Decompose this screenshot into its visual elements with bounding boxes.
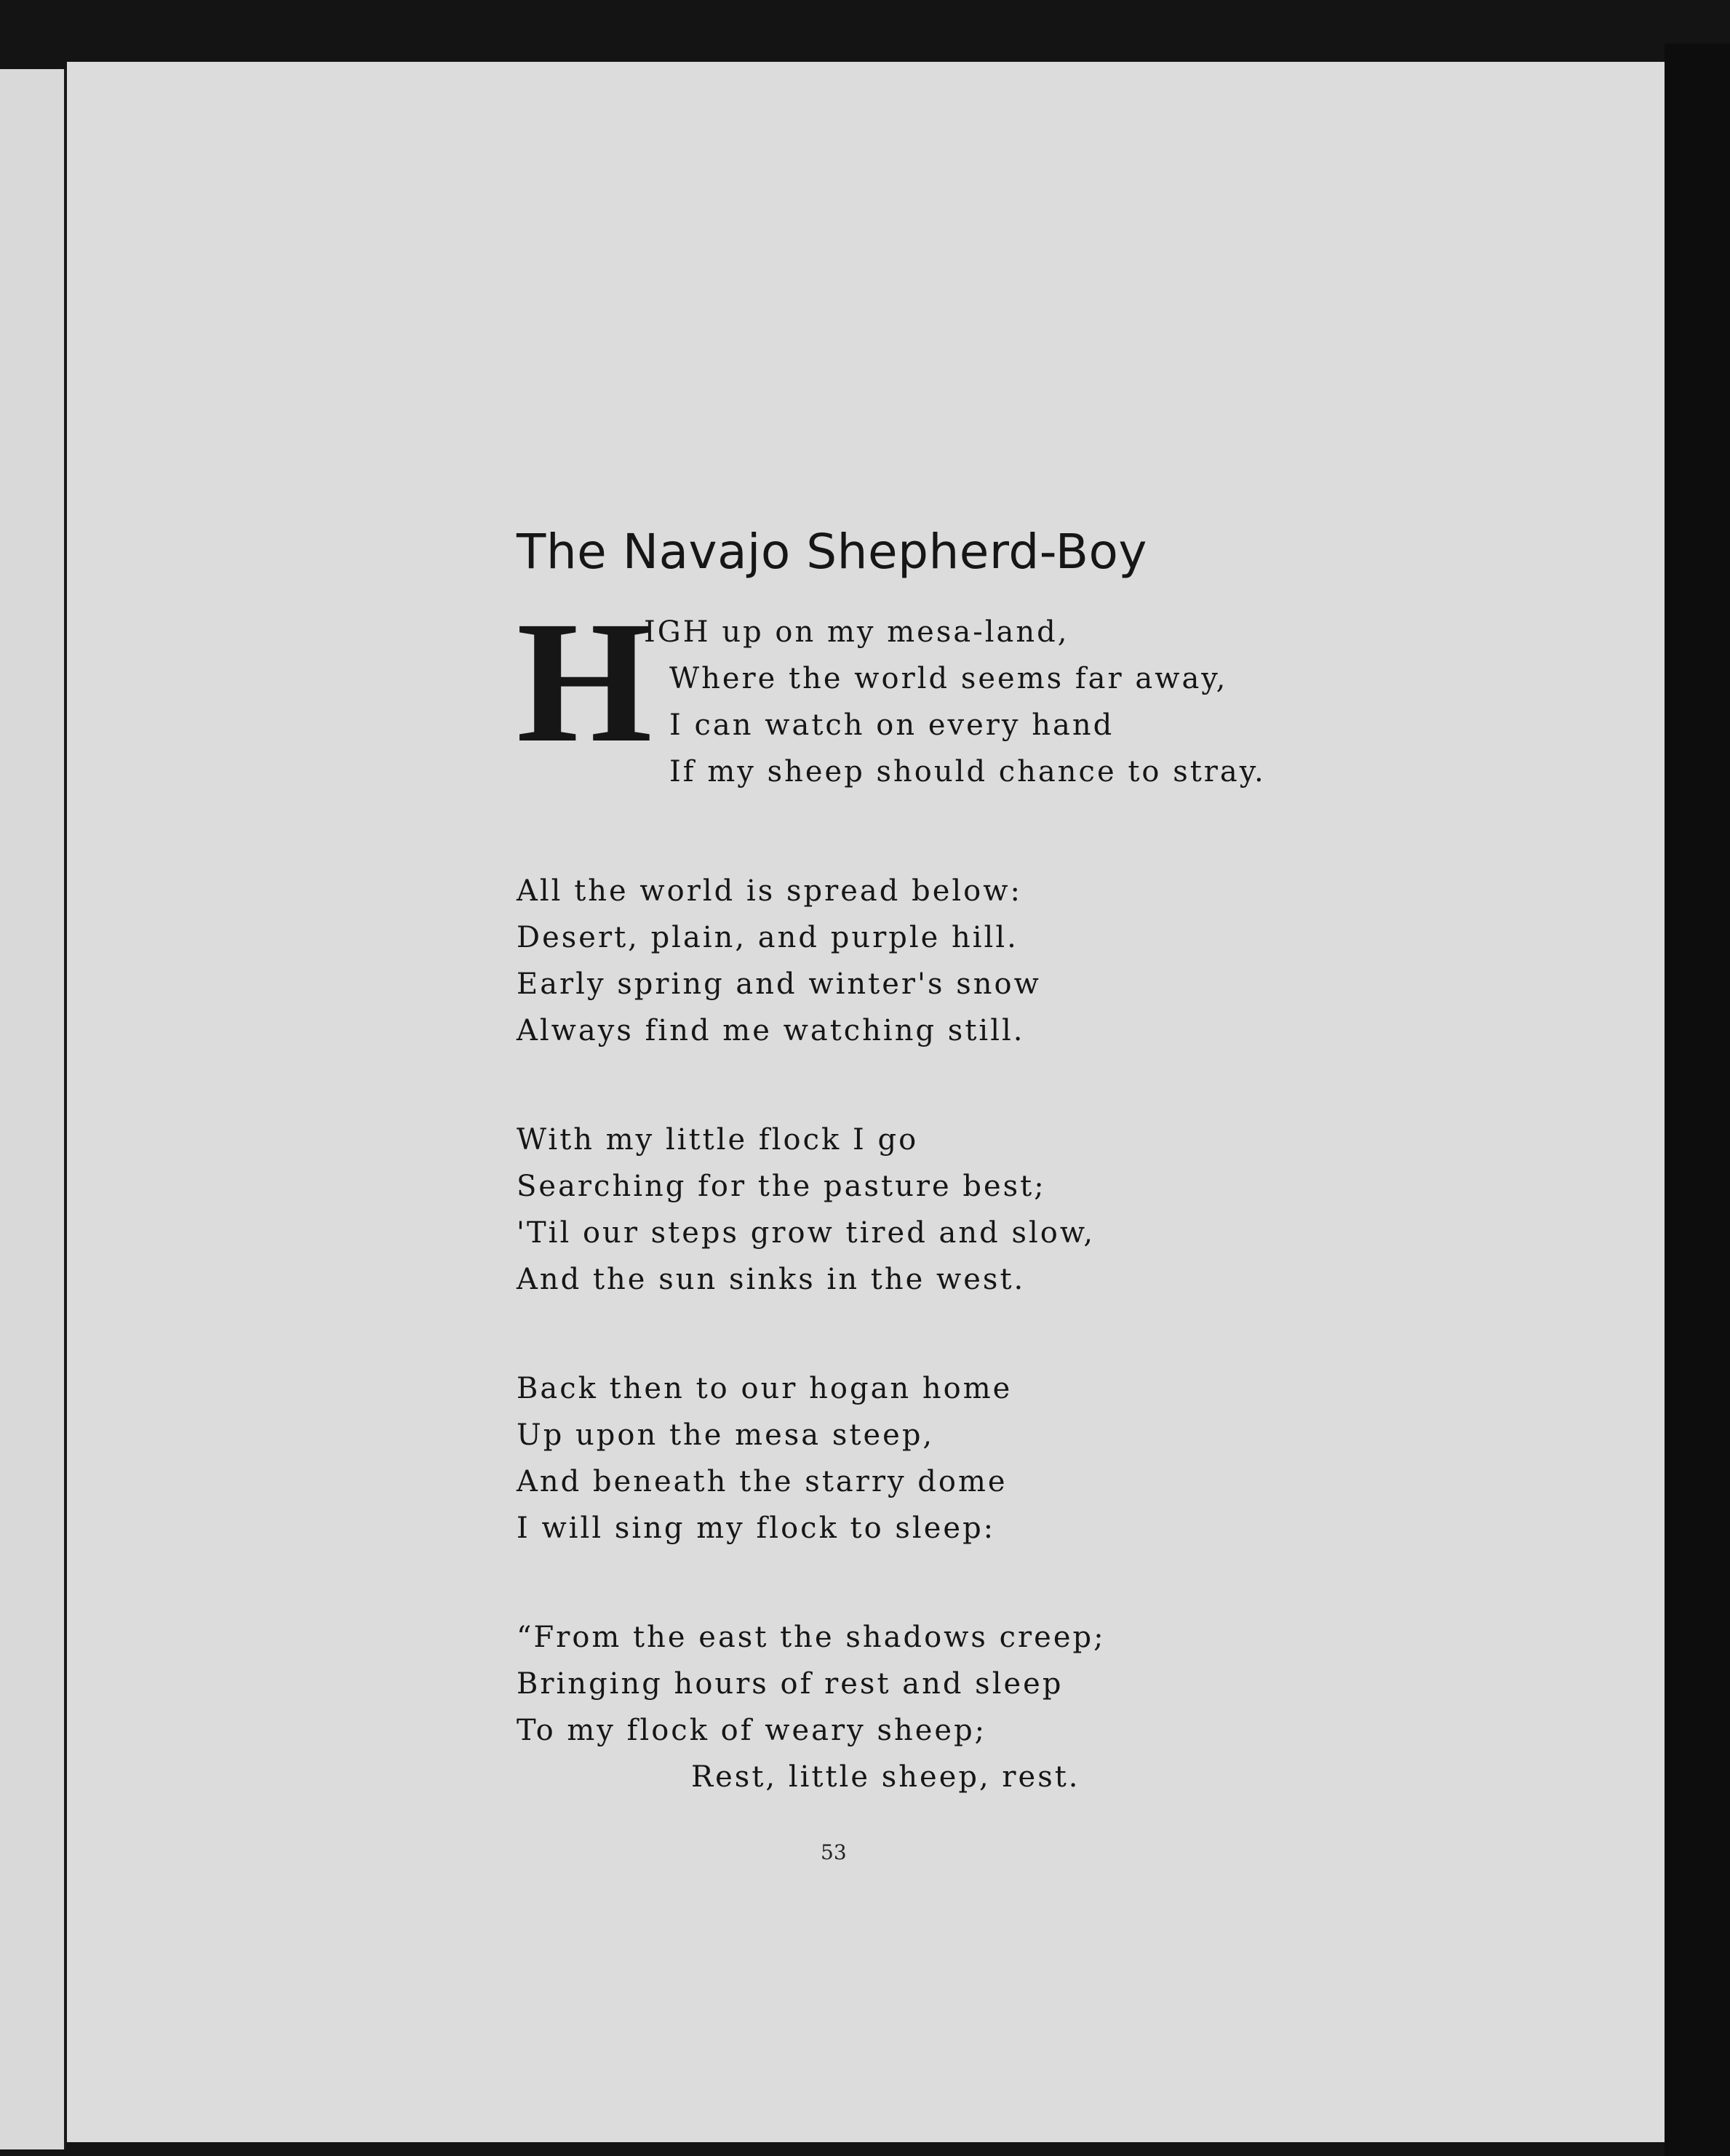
poem-line: “From the east the shadows creep; [517,1621,1106,1654]
facing-page-edge [0,69,66,2149]
poem-line: Where the world seems far away, [669,662,1228,695]
poem-line: All the world is spread below: [517,874,1022,908]
stanza-1 [517,585,1317,805]
poem-line: Early spring and winter's snow [517,967,1041,1001]
poem [517,524,1317,1800]
scan-background-edge [1665,44,1730,2156]
poem-line: Bringing hours of rest and sleep [517,1667,1064,1701]
poem-line: Searching for the pasture best; [517,1170,1046,1203]
poem-line: If my sheep should chance to stray. [669,755,1266,788]
drop-cap: H [517,585,653,778]
stanza-3 [517,1117,1317,1303]
page-number: 53 [821,1840,847,1864]
stanza-4 [517,1365,1317,1552]
poem-line: IGH up on my mesa-land, [644,615,1069,649]
stanza-5 [517,1614,1317,1800]
poem-line-refrain: Rest, little sheep, rest. [691,1760,1080,1794]
stanza-2 [517,868,1317,1054]
poem-line: I will sing my flock to sleep: [517,1512,996,1545]
poem-line: Up upon the mesa steep, [517,1418,935,1452]
poem-title: The Navajo Shepherd-Boy [517,524,1147,580]
poem-line: With my little flock I go [517,1123,919,1157]
poem-line: To my flock of weary sheep; [517,1714,987,1747]
poem-line: And beneath the starry dome [517,1465,1008,1498]
poem-line: I can watch on every hand [669,708,1115,742]
poem-line: Back then to our hogan home [517,1372,1013,1405]
poem-line: Desert, plain, and purple hill. [517,921,1019,954]
poem-line: Always find me watching still. [517,1014,1025,1047]
poem-line: 'Til our steps grow tired and slow, [517,1216,1096,1250]
poem-line: And the sun sinks in the west. [517,1263,1026,1296]
